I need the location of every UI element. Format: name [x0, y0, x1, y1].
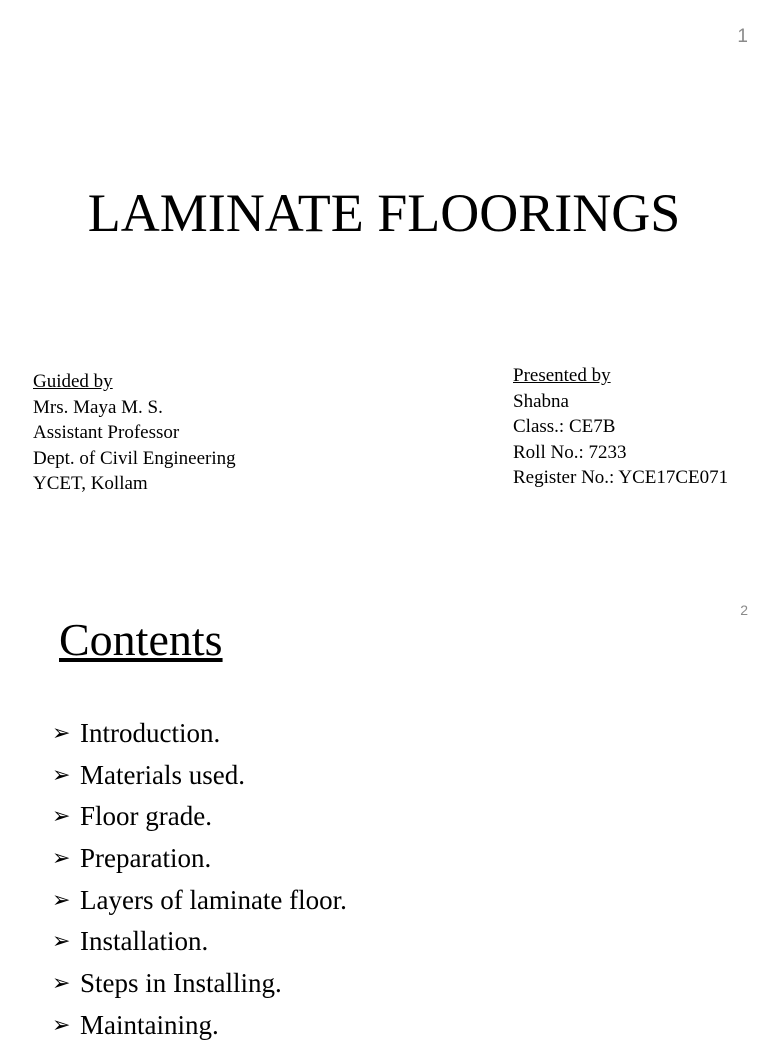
presenter-class: Class.: CE7B: [513, 416, 616, 437]
arrowhead-bullet-icon: ➢: [52, 929, 71, 955]
list-item: ➢ Steps in Installing.: [52, 963, 347, 1005]
guide-institution: YCET, Kollam: [33, 473, 148, 494]
presenter-roll-no: Roll No.: 7233: [513, 441, 627, 463]
presenter-register-no: Register No.: YCE17CE071: [513, 467, 729, 488]
presented-by-block: [513, 363, 728, 491]
arrowhead-bullet-icon: ➢: [52, 846, 71, 872]
contents-list: [52, 713, 347, 1047]
list-item: ➢ Installation.: [52, 921, 347, 963]
list-item: ➢ Maintaining.: [52, 1005, 347, 1047]
arrowhead-bullet-icon: ➢: [52, 971, 71, 997]
slide-number: 1: [737, 26, 748, 47]
guide-name: Mrs. Maya M. S.: [33, 396, 163, 418]
contents-heading: Contents: [59, 614, 223, 665]
arrowhead-bullet-icon: ➢: [52, 762, 71, 788]
list-item: ➢ Introduction.: [52, 713, 347, 755]
list-item: ➢ Floor grade.: [52, 796, 347, 838]
arrowhead-bullet-icon: ➢: [52, 1012, 71, 1038]
list-item: ➢ Materials used.: [52, 755, 347, 797]
slide-number: 2: [740, 602, 748, 618]
arrowhead-bullet-icon: ➢: [52, 721, 71, 746]
guide-department: Dept. of Civil Engineering: [33, 447, 236, 469]
arrowhead-bullet-icon: ➢: [52, 804, 71, 830]
guided-by-block: [33, 369, 236, 497]
presenter-name: Shabna: [513, 390, 569, 412]
list-item: ➢ Preparation.: [52, 838, 347, 880]
presentation-title: LAMINATE FLOORINGS: [87, 183, 681, 243]
guide-designation: Assistant Professor: [33, 422, 180, 443]
arrowhead-bullet-icon: ➢: [52, 887, 71, 913]
presented-by-heading: Presented by: [513, 365, 611, 386]
contents-slide: [0, 576, 768, 1040]
list-item: ➢ Layers of laminate floor.: [52, 880, 347, 922]
guided-by-heading: Guided by: [33, 371, 113, 392]
